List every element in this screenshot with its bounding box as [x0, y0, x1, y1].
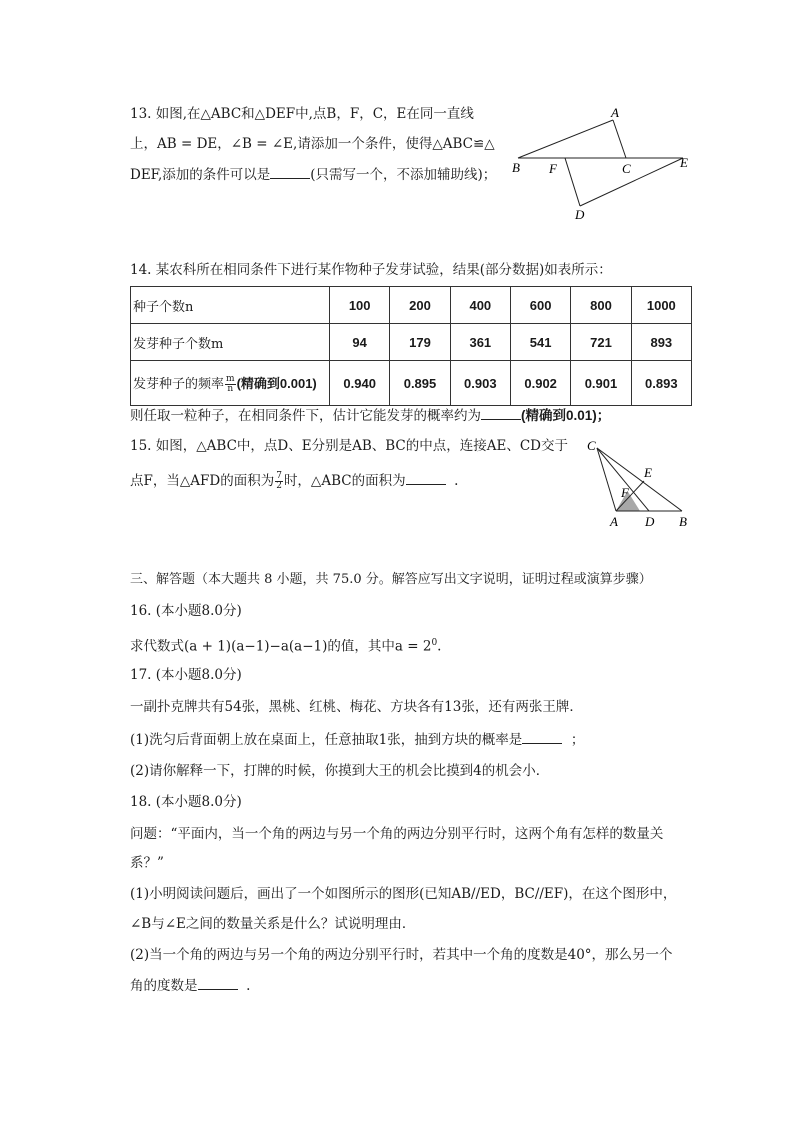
- table-cell: 361: [450, 324, 510, 361]
- q13-label-d: D: [575, 207, 585, 222]
- fraction-denominator: 2: [276, 481, 282, 491]
- q13-triangles-figure: [505, 100, 705, 225]
- fraction-denominator: n: [227, 383, 234, 394]
- q17-part-1-tail: ；: [570, 732, 585, 748]
- q13-line-3: [130, 164, 496, 185]
- table-row-head: [131, 361, 330, 406]
- table-cell: 541: [510, 324, 570, 361]
- q18-line-6-tail: .: [246, 978, 251, 994]
- q15-label-c: C: [587, 438, 596, 453]
- q15-line-2-tail: .: [454, 473, 459, 489]
- q15-triangle-figure: [583, 436, 698, 531]
- table-cell: 0.893: [631, 361, 691, 406]
- table-cell: 0.902: [510, 361, 570, 406]
- answer-blank: [270, 164, 310, 179]
- q17-part-1-text: (1)洗匀后背面朝上放在桌面上，任意抽取1张，抽到方块的概率是: [130, 732, 523, 748]
- q18-line-6: [130, 975, 250, 996]
- q17-heading: 17. (本小题8.0分): [130, 667, 242, 683]
- q16-body-text: 求代数式(a + 1)(a−1)−a(a−1)的值，其中a = 2: [130, 638, 432, 655]
- table-cell: 0.903: [450, 361, 510, 406]
- table-cell: 94: [330, 324, 390, 361]
- fraction-seven-halves: [275, 472, 283, 491]
- table-cell: 179: [390, 324, 450, 361]
- answer-blank: [481, 405, 521, 420]
- q15-label-e: E: [644, 465, 652, 480]
- q16-heading: 16. (本小题8.0分): [130, 603, 242, 619]
- q14-after-text: 则任取一粒种子，在相同条件下，估计它能发芽的概率约为: [130, 408, 481, 424]
- q13-label-c: C: [622, 161, 631, 176]
- q15-label-f: F: [621, 485, 629, 500]
- q13-line-3-text: DEF,添加的条件可以是: [130, 167, 271, 183]
- q15-line-1: 15. 如图，△ABC中，点D、E分别是AB、BC的中点，连接AE、CD交于: [130, 438, 568, 454]
- answer-blank: [522, 729, 562, 744]
- table-cell: 800: [571, 287, 631, 324]
- q15-label-d: D: [645, 514, 655, 529]
- q13-label-f: F: [549, 161, 557, 176]
- table-cell: 600: [510, 287, 570, 324]
- q17-part-2: (2)请你解释一下，打牌的时候，你摸到大王的机会比摸到4的机会小．: [130, 763, 550, 779]
- q18-line-5: (2)当一个角的两边与另一个角的两边分别平行时，若其中一个角的度数是40°，那么另一个: [130, 947, 673, 963]
- q13-line-1: 13. 如图,在△ABC和△DEF中,点B，F，C，E在同一直线: [130, 106, 474, 122]
- seed-table: [130, 286, 692, 406]
- table-cell: 0.895: [390, 361, 450, 406]
- fraction-m-over-n: [225, 375, 236, 394]
- fraction-numerator: m: [226, 373, 235, 384]
- table-row-head: 种子个数n: [131, 287, 330, 324]
- q15-line-2-mid: 时，△ABC的面积为: [283, 473, 406, 489]
- q18-heading: 18. (本小题8.0分): [130, 794, 242, 810]
- table-cell: 893: [631, 324, 691, 361]
- section-3-heading: 三、解答题（本大题共 8 小题，共 75.0 分。解答应写出文字说明，证明过程或演算步骤）: [130, 572, 652, 587]
- q13-label-a: A: [611, 105, 619, 120]
- table-cell: 100: [330, 287, 390, 324]
- table-cell: 200: [390, 287, 450, 324]
- q15-line-2: [130, 470, 458, 491]
- table-row: [131, 324, 692, 361]
- q17-part-1: [130, 729, 584, 750]
- q15-label-a: A: [610, 514, 618, 529]
- q14-intro: 14. 某农科所在相同条件下进行某作物种子发芽试验，结果(部分数据)如表所示：: [130, 262, 612, 278]
- answer-blank: [406, 470, 446, 485]
- table-row-head: 发芽种子个数m: [131, 324, 330, 361]
- table-cell: 1000: [631, 287, 691, 324]
- q18-line-3: (1)小明阅读问题后，画出了一个如图所示的图形(已知AB//ED，BC//EF)，在这个图形中，: [130, 886, 677, 902]
- precision-note: (精确到0.001): [236, 375, 317, 391]
- table-row: [131, 287, 692, 324]
- answer-blank: [198, 975, 238, 990]
- q14-after-tail: (精确到0.01)；: [521, 408, 611, 423]
- q15-line-2-text: 点F，当△AFD的面积为: [130, 473, 275, 489]
- table-row: [131, 361, 692, 406]
- q18-line-6-text: 角的度数是: [130, 978, 198, 994]
- q13-label-e: E: [680, 155, 688, 170]
- q13-label-b: B: [512, 160, 520, 175]
- table-cell: 0.901: [571, 361, 631, 406]
- fraction-numerator: 7: [276, 471, 282, 481]
- q16-exponent: 0: [431, 638, 438, 648]
- table-cell: 721: [571, 324, 631, 361]
- q16-body-tail: .: [437, 638, 442, 655]
- table-cell: 0.940: [330, 361, 390, 406]
- q18-line-2: 系？”: [130, 855, 164, 871]
- q17-body: 一副扑克牌共有54张，黑桃、红桃、梅花、方块各有13张，还有两张王牌．: [130, 699, 583, 715]
- frequency-label: 发芽种子的频率: [133, 376, 225, 392]
- q14-after: [130, 405, 610, 426]
- q18-line-4: ∠B与∠E之间的数量关系是什么？试说明理由．: [130, 916, 416, 932]
- table-cell: 400: [450, 287, 510, 324]
- q18-line-1: 问题：“平面内，当一个角的两边与另一个角的两边分别平行时，这两个角有怎样的数量关: [130, 826, 664, 842]
- q13-line-2: 上，AB = DE，∠B = ∠E,请添加一个条件，使得△ABC≌△: [130, 136, 495, 152]
- q13-line-3-tail: (只需写一个，不添加辅助线)；: [310, 167, 497, 183]
- q16-body: [130, 633, 441, 657]
- q15-label-b: B: [679, 514, 687, 529]
